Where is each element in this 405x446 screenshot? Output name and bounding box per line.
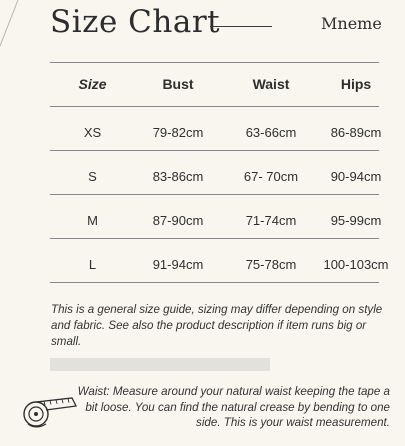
bust-cell: 83-86cm <box>152 169 204 184</box>
size-cell: M <box>87 213 98 228</box>
hips-cell: 95-99cm <box>330 213 382 228</box>
table-row <box>50 150 382 194</box>
placeholder-bar <box>50 358 270 371</box>
size-cell: S <box>88 169 97 184</box>
column-header-size: Size <box>78 76 107 92</box>
waist-cell: 67- 70cm <box>243 169 299 184</box>
hips-cell: 90-94cm <box>330 169 382 184</box>
waist-cell: 75-78cm <box>245 257 297 272</box>
column-header-hips: Hips <box>340 76 372 92</box>
column-header-bust: Bust <box>162 76 194 92</box>
corner-decoration <box>0 0 20 48</box>
table-header-row <box>50 62 379 106</box>
table-row <box>50 106 382 150</box>
hips-cell: 100-103cm <box>323 257 389 272</box>
hips-cell: 86-89cm <box>330 125 382 140</box>
waist-cell: 71-74cm <box>245 213 297 228</box>
brand-name: Mneme <box>321 14 382 33</box>
size-cell: L <box>88 257 97 272</box>
size-cell: XS <box>83 125 102 140</box>
table-row <box>50 238 389 283</box>
waist-measurement-note: Waist: Measure around your natural waist keeping the tape a bit loose. You can find the natural crease by bending to one side. This is your waist measurement. <box>77 385 390 429</box>
bust-cell: 79-82cm <box>152 125 204 140</box>
title-divider <box>210 26 272 27</box>
waist-cell: 63-66cm <box>245 125 297 140</box>
bust-cell: 91-94cm <box>152 257 204 272</box>
size-table <box>50 62 389 283</box>
page-title: Size Chart <box>50 4 221 40</box>
size-guide-note: This is a general size guide, sizing may differ depending on style and fabric. See also the product description if item runs big or small. <box>51 303 383 348</box>
bust-cell: 87-90cm <box>152 213 204 228</box>
column-header-waist: Waist <box>252 76 290 92</box>
table-row <box>50 194 382 238</box>
